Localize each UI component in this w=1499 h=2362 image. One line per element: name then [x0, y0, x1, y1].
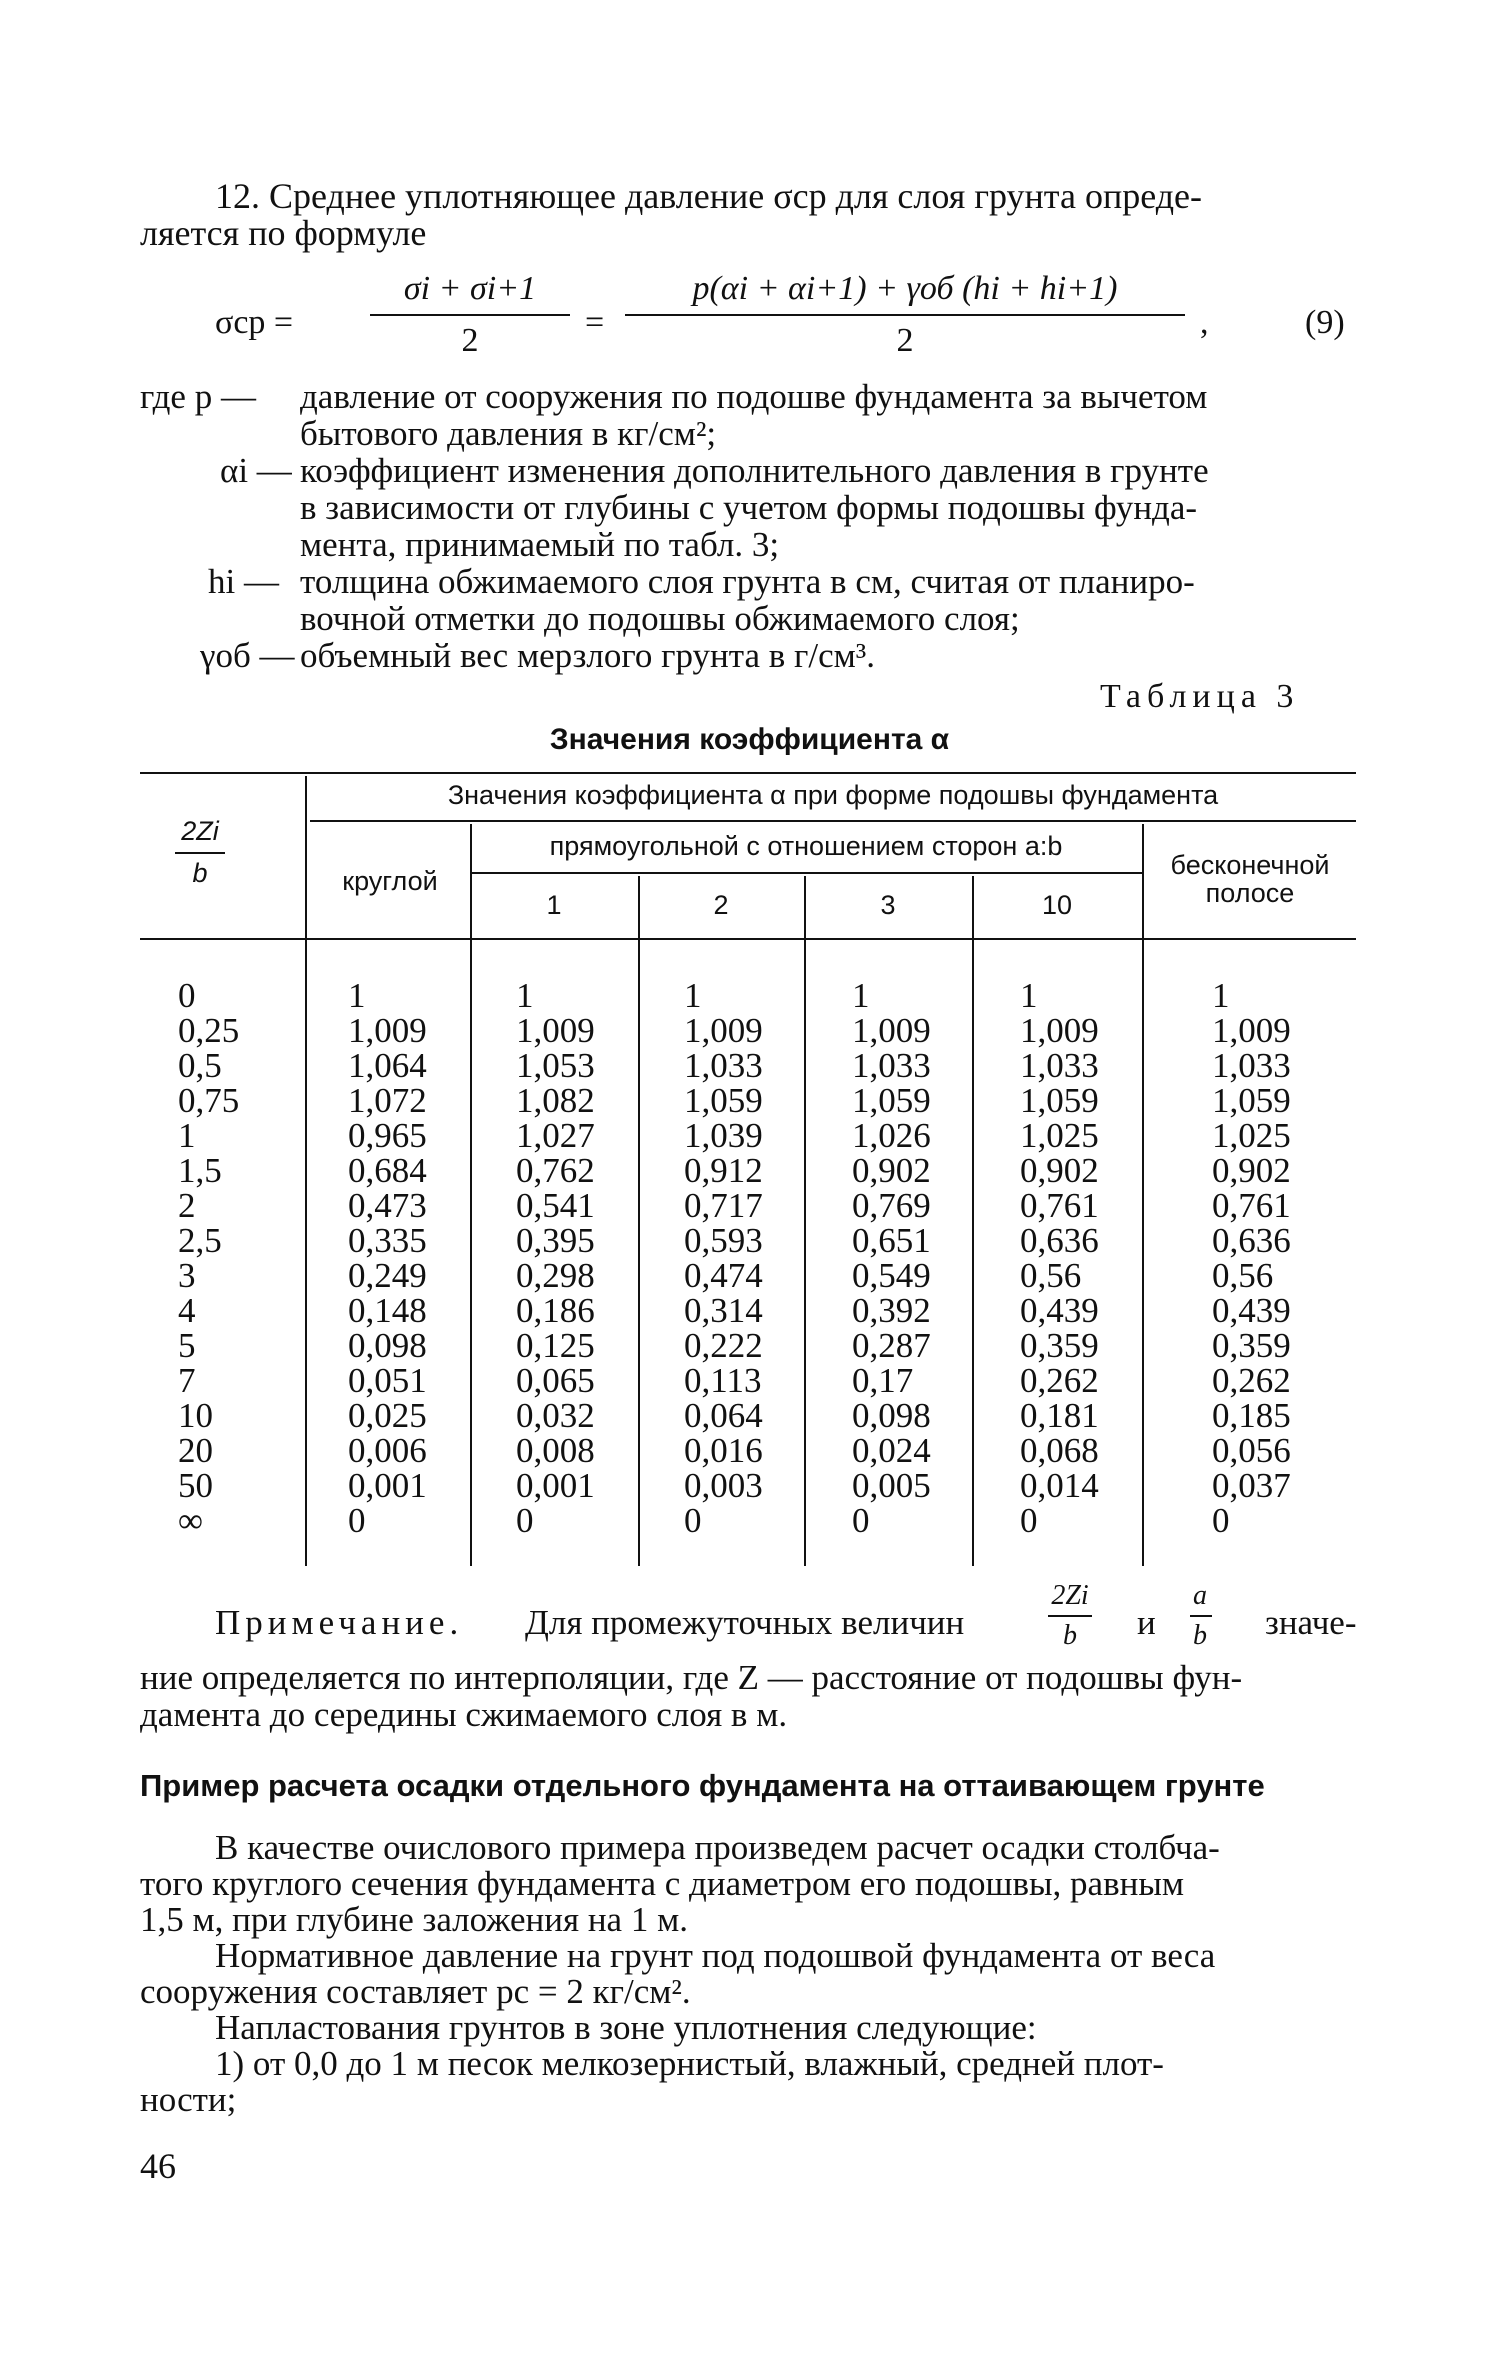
definition-p [140, 378, 1360, 452]
example-line: ности; [140, 2080, 237, 2119]
column-divider [972, 876, 974, 1566]
table-cell: 0,185 [1212, 1396, 1291, 1435]
table-cell: 0,395 [516, 1221, 595, 1260]
example-line: того круглого сечения фундамента с диаметром его подошвы, равным [140, 1864, 1185, 1903]
table-cell: 0,113 [684, 1361, 762, 1400]
formula-number: (9) [1305, 304, 1345, 341]
table-cell: 0,068 [1020, 1431, 1099, 1470]
table-cell: 20 [178, 1431, 213, 1470]
table-cell: 1 [852, 976, 870, 1015]
fraction-bar-1 [370, 314, 570, 316]
note-fraction-2-numerator: a [1193, 1580, 1207, 1611]
table-cell: 0,965 [348, 1116, 427, 1155]
table-cell: 0,762 [516, 1151, 595, 1190]
table-cell: 0,005 [852, 1466, 931, 1505]
table-cell: 1,039 [684, 1116, 763, 1155]
table-cell: 1 [516, 976, 534, 1015]
table-top-rule [140, 772, 1356, 774]
table-cell: 0,056 [1212, 1431, 1291, 1470]
definition-symbol: αi — [220, 451, 292, 490]
table-cell: 1,082 [516, 1081, 595, 1120]
formula-lhs: σср = [215, 304, 294, 341]
table-cell: 0,287 [852, 1326, 931, 1365]
table-cell: 0 [178, 976, 196, 1015]
definition-line: давление от сооружения по подошве фундамента за вычетом [300, 377, 1208, 416]
formula-numerator-2: p(αi + αi+1) + γоб (hi + hi+1) [692, 270, 1118, 307]
table-cell: 1,033 [684, 1046, 763, 1085]
formula-9 [215, 262, 1355, 377]
table-cell: 1,009 [684, 1011, 763, 1050]
column-rect-3 [852, 978, 931, 1538]
section-title: Пример расчета осадки отдельного фундамента на оттаивающем грунте [140, 1768, 1265, 1803]
formula-comma: , [1200, 304, 1209, 341]
header-strip-line-2: полосе [1205, 878, 1295, 908]
table-cell: 0,335 [348, 1221, 427, 1260]
header-rule-2 [470, 872, 1142, 874]
table-cell: 0,359 [1020, 1326, 1099, 1365]
table-cell: 1 [1212, 976, 1230, 1015]
table-cell: 0,024 [852, 1431, 931, 1470]
table-cell: 0,549 [852, 1256, 931, 1295]
header-ratio-numerator: 2Zi [181, 816, 219, 846]
table-cell: 0,5 [178, 1046, 222, 1085]
definition-line: мента, принимаемый по табл. 3; [300, 525, 780, 564]
table-cell: 1,059 [1212, 1081, 1291, 1120]
table-label: Таблица 3 [1100, 678, 1300, 715]
table-cell: 1,059 [1020, 1081, 1099, 1120]
definition-line: вочной отметки до подошвы обжимаемого слоя; [300, 599, 1020, 638]
header-bottom-rule [140, 938, 1356, 940]
example-line: Напластования грунтов в зоне уплотнения следующие: [215, 2008, 1037, 2047]
fraction-bar-2 [625, 314, 1185, 316]
definition-line: коэффициент изменения дополнительного давления в грунте [300, 451, 1209, 490]
table-cell: 0,684 [348, 1151, 427, 1190]
table-cell: 1 [178, 1116, 196, 1155]
header-rule-1 [310, 820, 1356, 822]
table-cell: 0,262 [1020, 1361, 1099, 1400]
table-cell: 1,026 [852, 1116, 931, 1155]
table-cell: 0,064 [684, 1396, 763, 1435]
header-ratio-1: 1 [546, 890, 562, 920]
table-cell: 0,474 [684, 1256, 763, 1295]
table-cell: 1,025 [1212, 1116, 1291, 1155]
column-rect-2 [684, 978, 763, 1538]
variable-definitions [140, 378, 1360, 674]
table-cell: 0 [852, 1501, 870, 1540]
table-cell: 1,072 [348, 1081, 427, 1120]
table-cell: 1,059 [852, 1081, 931, 1120]
table-cell: 0,439 [1020, 1291, 1099, 1330]
header-shape-group: Значения коэффициента α при форме подошвы фундамента [447, 780, 1219, 810]
example-line: Нормативное давление на грунт под подошвой фундамента от веса [215, 1936, 1216, 1975]
column-rect-1 [516, 978, 595, 1538]
table-cell: 0,181 [1020, 1396, 1099, 1435]
table-cell: 0,032 [516, 1396, 595, 1435]
note-text-2: значе- [1265, 1603, 1357, 1642]
table-cell: 1 [1020, 976, 1038, 1015]
header-rectangular: прямоугольной с отношением сторон a:b [549, 831, 1063, 861]
table-cell: 1,027 [516, 1116, 595, 1155]
table-cell: 4 [178, 1291, 196, 1330]
table-cell: 0,902 [852, 1151, 931, 1190]
table-cell: 0,25 [178, 1011, 240, 1050]
table-cell: 0,098 [852, 1396, 931, 1435]
table-cell: 0 [516, 1501, 534, 1540]
table-cell: 0,014 [1020, 1466, 1099, 1505]
column-2z-over-b [178, 978, 239, 1538]
table-cell: 5 [178, 1326, 196, 1365]
definition-gamma [140, 637, 1360, 674]
table-cell: 0,636 [1212, 1221, 1291, 1260]
table-cell: 10 [178, 1396, 213, 1435]
table-cell: 1,033 [1212, 1046, 1291, 1085]
header-ratio-bar [175, 852, 225, 854]
note-fraction-2-denominator: b [1193, 1620, 1207, 1651]
table-cell: 0,249 [348, 1256, 427, 1295]
definition-symbol: где p — [140, 377, 256, 416]
table-cell: 1 [684, 976, 702, 1015]
table-cell: 0,006 [348, 1431, 427, 1470]
table-cell: 2 [178, 1186, 196, 1225]
example-line: 1) от 0,0 до 1 м песок мелкозернистый, влажный, средней плот- [215, 2044, 1164, 2083]
table-cell: 0,761 [1020, 1186, 1099, 1225]
table-cell: 2,5 [178, 1221, 222, 1260]
table-cell: ∞ [178, 1501, 203, 1540]
header-ratio-10: 10 [1041, 890, 1073, 920]
table-cell: 1,009 [348, 1011, 427, 1050]
table-cell: 0,717 [684, 1186, 763, 1225]
note-fraction-1-denominator: b [1063, 1620, 1077, 1651]
table-title: Значения коэффициента α [549, 723, 950, 756]
table-cell: 0,001 [348, 1466, 427, 1505]
table-cell: 1,059 [684, 1081, 763, 1120]
definition-line: объемный вес мерзлого грунта в г/см³. [300, 636, 876, 675]
table-cell: 0,003 [684, 1466, 763, 1505]
table-cell: 0,636 [1020, 1221, 1099, 1260]
table-cell: 0,541 [516, 1186, 595, 1225]
table-cell: 0,473 [348, 1186, 427, 1225]
column-round [348, 978, 427, 1538]
formula-denominator-1: 2 [461, 322, 479, 359]
column-divider [638, 876, 640, 1566]
definition-alpha [140, 452, 1360, 563]
table-cell: 1 [348, 976, 366, 1015]
table-cell: 0,56 [1212, 1256, 1274, 1295]
table-cell: 50 [178, 1466, 213, 1505]
table-cell: 0,298 [516, 1256, 595, 1295]
column-rect-10 [1020, 978, 1099, 1538]
note-line-2: ние определяется по интерполяции, где Z — расстояние от подошвы фун- [140, 1658, 1243, 1697]
table-cell: 0,016 [684, 1431, 763, 1470]
definition-symbol: hi — [208, 562, 279, 601]
table-cell: 3 [178, 1256, 196, 1295]
table-cell: 1,009 [1020, 1011, 1099, 1050]
table-cell: 0,769 [852, 1186, 931, 1225]
note-fraction-1-bar [1048, 1615, 1092, 1617]
column-divider [1142, 824, 1144, 1566]
note-fraction-2-bar [1190, 1615, 1212, 1617]
table-cell: 0,065 [516, 1361, 595, 1400]
table-cell: 1,009 [1212, 1011, 1291, 1050]
table-cell: 0,902 [1020, 1151, 1099, 1190]
table-cell: 0,001 [516, 1466, 595, 1505]
header-round: круглой [342, 866, 438, 896]
note-line-3: дамента до середины сжимаемого слоя в м. [140, 1695, 788, 1734]
page-number: 46 [140, 2146, 176, 2186]
example-line: В качестве очислового примера произведем расчет осадки столбча- [215, 1828, 1220, 1867]
table-cell: 0,359 [1212, 1326, 1291, 1365]
paragraph-12-line-1: 12. Среднее уплотняющее давление σср для слоя грунта опреде- [215, 176, 1203, 216]
column-divider [804, 876, 806, 1566]
table-cell: 7 [178, 1361, 196, 1400]
table-cell: 0,902 [1212, 1151, 1291, 1190]
table-cell: 0,912 [684, 1151, 763, 1190]
header-ratio-2: 2 [713, 890, 729, 920]
table-cell: 0 [348, 1501, 366, 1540]
table-cell: 1,025 [1020, 1116, 1099, 1155]
formula-numerator-1: σi + σi+1 [403, 270, 537, 307]
example-line: 1,5 м, при глубине заложения на 1 м. [140, 1900, 688, 1939]
table-cell: 0,222 [684, 1326, 763, 1365]
table-cell: 0,17 [852, 1361, 914, 1400]
formula-denominator-2: 2 [896, 322, 914, 359]
table-cell: 0,008 [516, 1431, 595, 1470]
definition-symbol: γоб — [200, 636, 295, 675]
table-cell: 0,651 [852, 1221, 931, 1260]
table-cell: 0,262 [1212, 1361, 1291, 1400]
header-ratio-3: 3 [880, 890, 896, 920]
table-cell: 1,053 [516, 1046, 595, 1085]
header-strip-line-1: бесконечной [1170, 850, 1330, 880]
note-label: Примечание. [215, 1603, 464, 1642]
table-cell: 0,761 [1212, 1186, 1291, 1225]
table-cell: 0,025 [348, 1396, 427, 1435]
table-cell: 0,148 [348, 1291, 427, 1330]
definition-line: в зависимости от глубины с учетом формы подошвы фунда- [300, 488, 1198, 527]
note-and: и [1137, 1603, 1156, 1642]
table-cell: 0 [1020, 1501, 1038, 1540]
table-cell: 1,064 [348, 1046, 427, 1085]
table-cell: 0 [1212, 1501, 1230, 1540]
table-cell: 0 [684, 1501, 702, 1540]
example-line: сооружения составляет pс = 2 кг/см². [140, 1972, 691, 2011]
table-cell: 0,051 [348, 1361, 427, 1400]
table-cell: 1,009 [852, 1011, 931, 1050]
column-infinite-strip [1212, 978, 1291, 1538]
note-text-1: Для промежуточных величин [525, 1603, 965, 1642]
column-divider [470, 824, 472, 1566]
column-divider [305, 776, 307, 1566]
table-cell: 0,314 [684, 1291, 763, 1330]
definition-h [140, 563, 1360, 637]
table-cell: 0,186 [516, 1291, 595, 1330]
definition-line: толщина обжимаемого слоя грунта в см, считая от планиро- [300, 562, 1195, 601]
paragraph-12-line-2: ляется по формуле [140, 213, 427, 253]
table-cell: 0,439 [1212, 1291, 1291, 1330]
note-fraction-1-numerator: 2Zi [1051, 1580, 1089, 1611]
table-cell: 0,392 [852, 1291, 931, 1330]
table-cell: 1,033 [1020, 1046, 1099, 1085]
table-cell: 0,037 [1212, 1466, 1291, 1505]
table-cell: 0,56 [1020, 1256, 1082, 1295]
table-cell: 0,75 [178, 1081, 240, 1120]
formula-equals: = [585, 304, 605, 341]
table-cell: 0,593 [684, 1221, 763, 1260]
table-cell: 1,009 [516, 1011, 595, 1050]
definition-line: бытового давления в кг/см²; [300, 414, 717, 453]
table-cell: 0,098 [348, 1326, 427, 1365]
table-cell: 0,125 [516, 1326, 595, 1365]
table-cell: 1,5 [178, 1151, 222, 1190]
table-cell: 1,033 [852, 1046, 931, 1085]
header-ratio-denominator: b [192, 858, 208, 888]
